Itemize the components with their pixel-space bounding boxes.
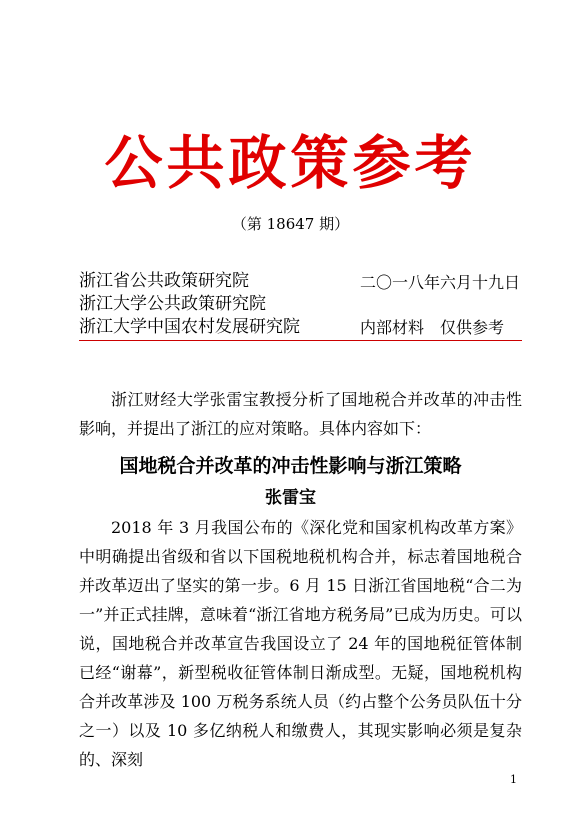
masthead-title: 公共政策参考 <box>104 129 477 197</box>
article-title: 国地税合并改革的冲击性影响与浙江策略 <box>119 455 462 477</box>
issue-date: 二〇一八年六月十九日 <box>360 273 521 292</box>
org-name: 浙江大学公共政策研究院 <box>79 294 266 314</box>
header-rule <box>79 340 522 341</box>
org-name: 浙江省公共政策研究院 <box>79 271 249 291</box>
classification-note: 内部材料 仅供参考 <box>360 318 505 337</box>
page-number: 1 <box>510 773 517 786</box>
org-name: 浙江大学中国农村发展研究院 <box>79 317 300 337</box>
intro-text: 浙江财经大学张雷宝教授分析了国地税合并改革的冲击性影响，并提出了浙江的应对策略。具体内容如下： <box>79 390 522 438</box>
article-author: 张雷宝 <box>265 488 316 508</box>
body-text: 2018 年 3 月我国公布的《深化党和国家机构改革方案》中明确提出省级和省以下国税地税机构合并，标志着国地税合并改革迈出了坚实的第一步。6 月 15 日浙江省国地税“合二为一”并正式挂牌，意味着“浙江省地方税务局”已成为历史。可以说，国地税合并改革宣告我国设立了 24 年的国地税征管体制已经“谢幕”，新型税收征管体制日渐成型。无疑，国地税机构合并改革涉及 100 万税务系统人员（约占整个公务员队伍十分之一）以及 10 多亿纳税人和缴费人，其现实影响必须是复杂的、深刻 <box>79 518 522 769</box>
intro-paragraph <box>79 385 522 443</box>
body-paragraph <box>79 513 522 774</box>
issue-number: （第 18647 期） <box>231 215 350 233</box>
